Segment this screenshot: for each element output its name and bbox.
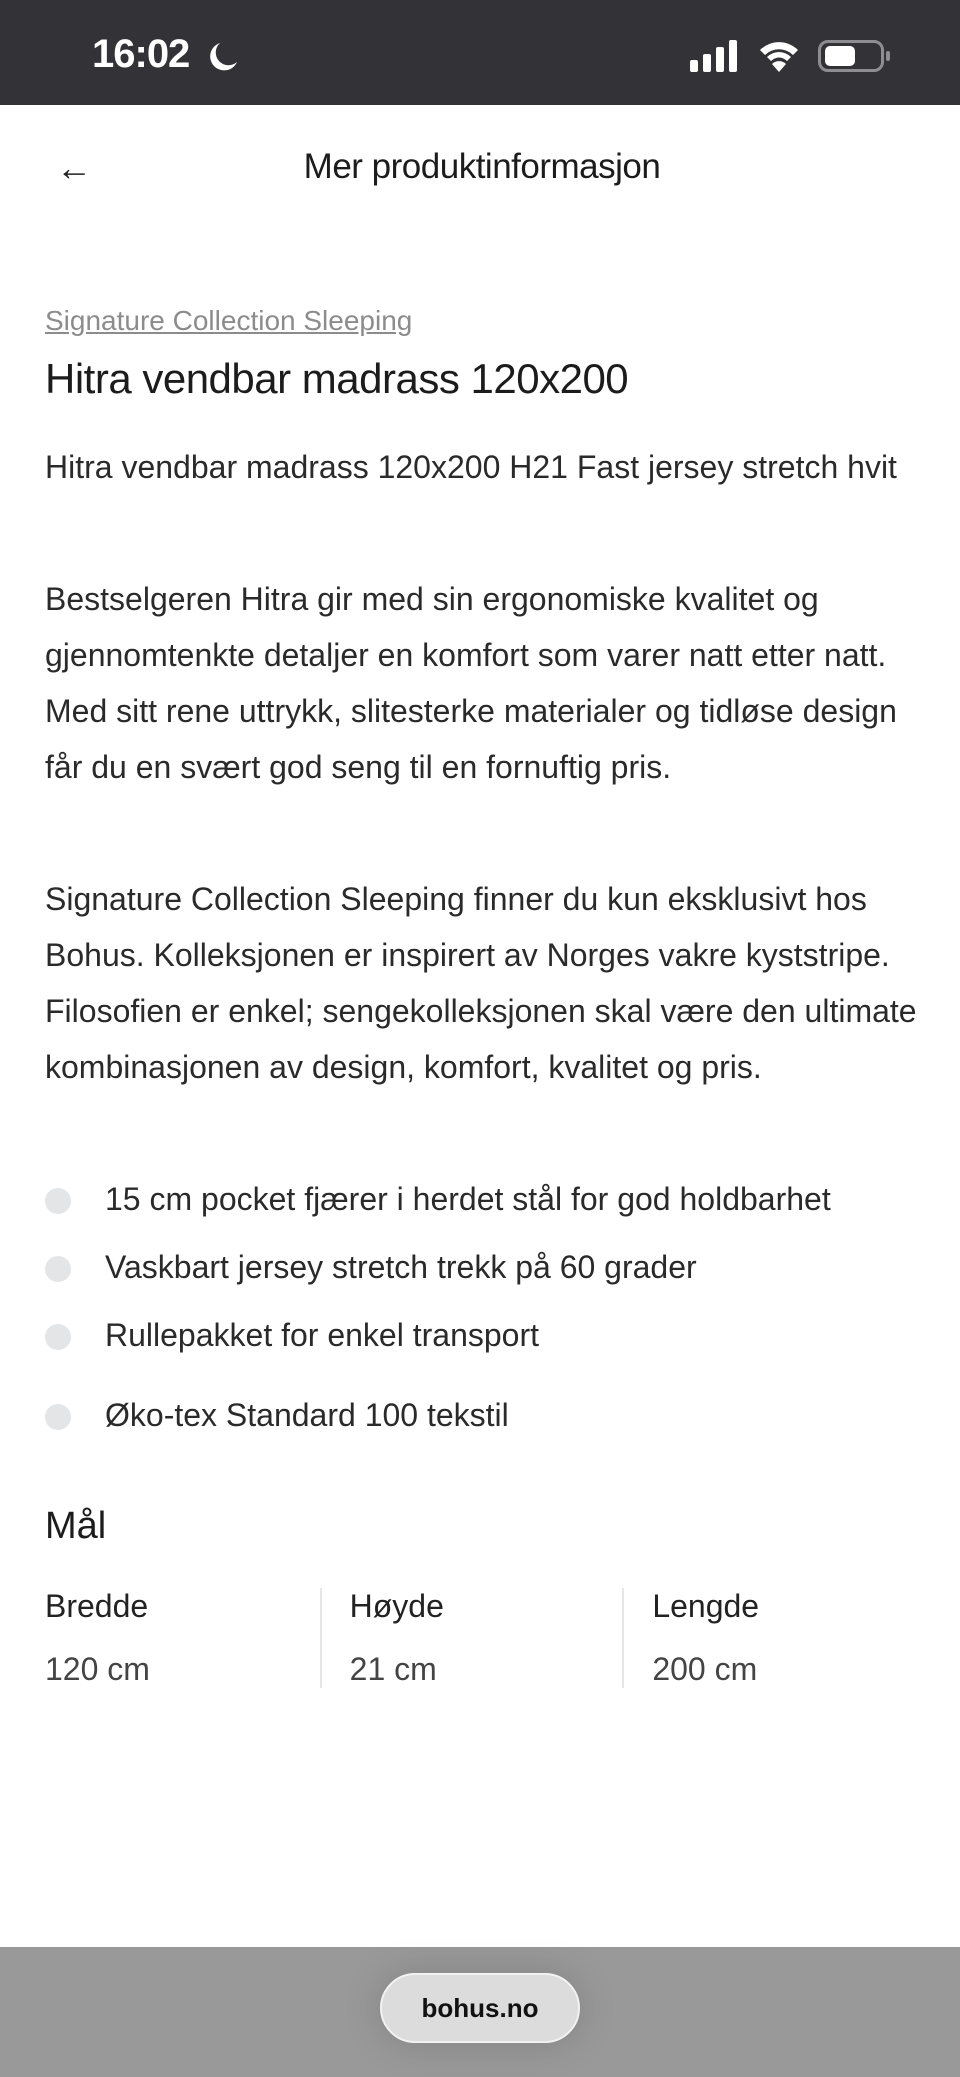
description-paragraph: Bestselgeren Hitra gir med sin ergonomiske kvalitet og gjennomtenkte detaljer en komfort som varer natt etter natt. Med sitt rene uttrykk, slitesterke materialer og tidløse design får du en svært god seng til en fornuftig pris. [45, 581, 897, 785]
status-bar [0, 0, 960, 105]
collection-link[interactable]: Signature Collection Sleeping [45, 305, 413, 336]
dimension-label: Høyde [349, 1588, 444, 1624]
dimension-value: 120 cm [45, 1651, 150, 1687]
feature-list [45, 1171, 925, 1443]
product-title: Hitra vendbar madrass 120x200 [45, 355, 629, 402]
signal-icon [690, 40, 740, 72]
dimension-value: 21 cm [349, 1651, 437, 1687]
dimension-height [320, 1588, 623, 1688]
dimension-value: 200 cm [652, 1651, 758, 1687]
list-item: Vaskbart jersey stretch trekk på 60 grader [45, 1239, 925, 1295]
dimension-width [45, 1588, 320, 1688]
list-item: Rullepakket for enkel transport [45, 1307, 925, 1363]
browser-bottom-bar [0, 1947, 960, 2077]
dimensions-table [45, 1588, 925, 1688]
clock: 16:02 [92, 32, 190, 76]
product-subtitle: Hitra vendbar madrass 120x200 H21 Fast jersey stretch hvit [45, 449, 897, 485]
do-not-disturb-moon-icon [206, 40, 240, 74]
dimension-label: Lengde [652, 1588, 760, 1624]
dimension-length [622, 1588, 925, 1688]
collection-paragraph: Signature Collection Sleeping finner du kun eksklusivt hos Bohus. Kolleksjonen er inspirert av Norges vakre kyststripe. Filosofien er enkel; sengekolleksjonen skal være den ultimate kombinasjonen av design, komfort, kvalitet og pris. [45, 881, 917, 1085]
page-title: Mer produktinformasjon [303, 147, 661, 186]
list-item: Øko-tex Standard 100 tekstil [45, 1387, 925, 1443]
list-item: 15 cm pocket fjærer i herdet stål for god holdbarhet [45, 1171, 925, 1227]
product-info [45, 305, 925, 1688]
dimensions-heading: Mål [45, 1505, 107, 1547]
back-arrow-icon[interactable]: ← [56, 147, 92, 188]
url-pill[interactable]: bohus.no [380, 1973, 580, 2043]
battery-icon [818, 40, 884, 72]
top-nav [0, 105, 960, 230]
wifi-icon [756, 38, 802, 72]
dimension-label: Bredde [45, 1588, 149, 1624]
